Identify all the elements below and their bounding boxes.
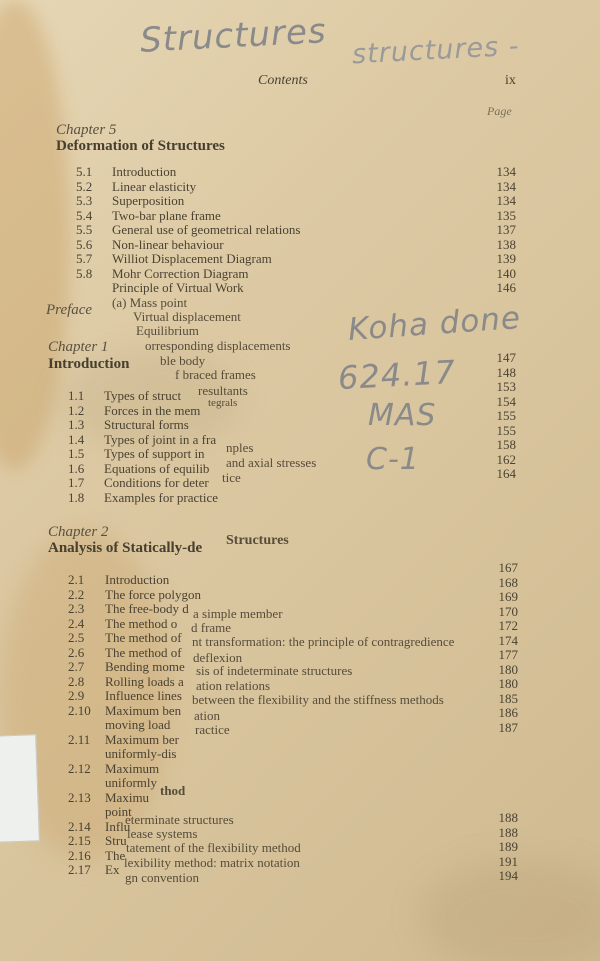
page-number-cell: 188 xyxy=(498,810,518,825)
chapter-2-title: Analysis of Statically-de xyxy=(48,540,203,556)
toc-entry-title: General use of geometrical relations xyxy=(112,222,301,237)
toc-entry-title: Conditions for deter xyxy=(104,475,209,490)
toc-entry-number: 1.3 xyxy=(68,417,85,432)
contents-heading: Contents xyxy=(258,73,308,88)
overlay-fragment: resultants xyxy=(198,383,248,398)
page-number-cell: 187 xyxy=(498,719,518,735)
page-number: ix xyxy=(505,73,516,88)
toc-entry-title: Two-bar plane frame xyxy=(112,207,221,223)
overlay-fragment: nt transformation: the principle of contragredience xyxy=(192,634,455,649)
page-number-cell: 185 xyxy=(498,690,518,706)
toc-entry-title: Williot Displacement Diagram xyxy=(112,251,272,266)
page-number-cell: 174 xyxy=(498,632,518,648)
toc-entry-title: uniformly xyxy=(105,775,157,790)
toc-entry-title: Bending mome xyxy=(105,659,185,674)
toc-entry-number: 5.7 xyxy=(76,251,93,266)
handwritten-note-mas: MAS xyxy=(368,398,437,433)
toc-entry-number: 2.9 xyxy=(68,688,85,703)
overlay-fragment: orresponding displacements xyxy=(145,338,291,353)
toc-entry-number: 2.15 xyxy=(68,833,91,848)
page-number-cell: 170 xyxy=(498,603,518,619)
overlay-fragment: eterminate structures xyxy=(125,812,234,827)
toc-entry-number: 1.8 xyxy=(68,489,85,505)
page-number-cell: 168 xyxy=(498,574,518,590)
overlay-fragment: Virtual displacement xyxy=(133,309,241,324)
toc-entry-number: 2.4 xyxy=(68,615,85,631)
page-number-cell: 153 xyxy=(496,379,516,394)
toc-entry-number: 1.4 xyxy=(68,431,85,447)
toc-entry-page: 134 xyxy=(496,178,516,194)
chapter-5-label: Chapter 5 xyxy=(56,122,117,138)
toc-entry-title: The force polygon xyxy=(105,586,202,602)
toc-entry-title: point xyxy=(105,804,132,819)
toc-entry-title: Types of struct xyxy=(104,388,182,403)
toc-entry-number: 5.5 xyxy=(76,222,93,237)
toc-entry-title: The xyxy=(105,847,126,863)
page-column-label: Page xyxy=(487,104,512,118)
overlay-fragment: lease systems xyxy=(127,826,198,841)
overlay-fragment: (a) Mass point xyxy=(112,295,188,310)
toc-entry-number: 2.1 xyxy=(68,572,85,587)
overlay-fragment: and axial stresses xyxy=(226,455,317,470)
overlay-fragment: tice xyxy=(222,470,241,485)
toc-entry-number: 2.12 xyxy=(68,760,91,776)
handwritten-title: Structures xyxy=(139,11,328,61)
toc-entry-page: 139 xyxy=(496,251,516,266)
toc-entry-title: Introduction xyxy=(112,164,177,179)
toc-entry-title: Ex xyxy=(105,862,120,877)
toc-entry-number: 2.13 xyxy=(68,789,91,805)
page-number-cell: 164 xyxy=(496,466,516,481)
page-number-cell: 154 xyxy=(496,393,516,409)
overlay-fragment: gn convention xyxy=(125,870,200,885)
overlay-fragment: ble body xyxy=(160,353,206,368)
toc-entry-page: 140 xyxy=(496,265,516,281)
page-number-cell: 189 xyxy=(498,839,518,854)
toc-entry-page: 135 xyxy=(496,207,516,223)
toc-entry-title: Types of joint in a fra xyxy=(104,431,217,447)
toc-entry-number: 2.14 xyxy=(68,818,91,834)
chapter-1-title: Introduction xyxy=(48,356,130,372)
handwritten-title-2: structures - xyxy=(351,30,521,71)
toc-entry-number: 2.5 xyxy=(68,630,85,645)
overlay-fragment: tatement of the flexibility method xyxy=(126,840,301,855)
toc-entry-number: 1.6 xyxy=(68,460,85,476)
page-number-cell: 147 xyxy=(496,350,516,365)
toc-entry-title: uniformly-dis xyxy=(105,746,177,761)
toc-entry-page: 134 xyxy=(496,193,516,208)
toc-entry-title: Examples for practice xyxy=(104,489,219,505)
page-number-cell: 167 xyxy=(498,560,518,575)
toc-entry-title: Maximum ben xyxy=(105,702,182,718)
toc-entry-title: Stru xyxy=(105,833,127,848)
page-number-cell: 180 xyxy=(498,676,518,691)
overlay-fragment: ractice xyxy=(195,722,230,737)
overlay-fragment: Structures xyxy=(226,533,289,548)
toc-entry-title: Maximum xyxy=(105,760,160,776)
overlay-fragment: thod xyxy=(160,783,186,798)
toc-entry-page: 146 xyxy=(496,280,516,295)
paper-stain xyxy=(0,0,70,470)
page-number-cell: 172 xyxy=(498,618,518,633)
toc-entry-title: Influence lines xyxy=(105,688,182,703)
overlay-fragment: tegrals xyxy=(208,397,238,409)
toc-entry-number: 2.2 xyxy=(68,586,85,602)
toc-entry-number: 5.2 xyxy=(76,178,93,194)
toc-entry-title: Mohr Correction Diagram xyxy=(112,265,249,281)
page-number-cell: 186 xyxy=(498,705,518,720)
toc-entry-title: Influ xyxy=(105,818,131,834)
toc-entry-number: 1.7 xyxy=(68,475,85,490)
page-number-cell: 155 xyxy=(496,422,516,438)
toc-entry-title: Maximum ber xyxy=(105,731,180,747)
toc-entry-title: The method of xyxy=(105,644,182,660)
toc-entry-title: Forces in the mem xyxy=(104,402,201,418)
page-number-cell: 169 xyxy=(498,589,518,604)
toc-entry-number: 2.16 xyxy=(68,847,91,863)
overlay-fragment: ation xyxy=(194,708,220,723)
toc-entry-title: Principle of Virtual Work xyxy=(112,280,244,295)
handwritten-note-call-number: 624.17 xyxy=(337,352,457,398)
page-number-cell: 148 xyxy=(496,364,516,380)
tape-strip xyxy=(0,734,40,842)
toc-entry-number: 5.4 xyxy=(76,207,93,223)
toc-entry-title: Structural forms xyxy=(104,417,189,432)
overlay-fragment: d frame xyxy=(191,620,232,635)
page-number-cell: 191 xyxy=(498,853,518,869)
overlay-fragment: nples xyxy=(226,440,254,455)
toc-entry-title: Types of support in xyxy=(104,446,205,461)
toc-entry-title: The method of xyxy=(105,630,182,645)
toc-entry-title: The method o xyxy=(105,615,178,631)
page-number-cell: 194 xyxy=(498,868,518,883)
toc-entry-title: Maximu xyxy=(105,789,150,805)
toc-entry-number: 5.6 xyxy=(76,236,93,252)
toc-entry-number: 2.10 xyxy=(68,702,91,718)
handwritten-note-copy: C-1 xyxy=(366,442,420,477)
toc-entry-number: 2.11 xyxy=(68,731,91,747)
page-number-cell: 158 xyxy=(496,437,516,452)
toc-entry-number: 1.5 xyxy=(68,446,85,461)
chapter-1-label: Chapter 1 xyxy=(48,339,109,355)
overlay-fragment: between the flexibility and the stiffness methods xyxy=(192,692,444,707)
toc-entry-number: 1.1 xyxy=(68,388,85,403)
toc-entry-title: Superposition xyxy=(112,193,185,208)
overlay-fragment: sis of indeterminate structures xyxy=(196,663,353,678)
page-number-cell: 188 xyxy=(498,824,518,840)
toc-entry-page: 138 xyxy=(496,236,516,252)
toc-entry-title: Linear elasticity xyxy=(112,178,197,194)
overlay-fragment: ation relations xyxy=(196,678,271,693)
page-number-cell: 162 xyxy=(496,451,516,467)
chapter-2-label: Chapter 2 xyxy=(48,524,109,540)
toc-entry-number: 1.2 xyxy=(68,402,85,418)
toc-entry-number: 2.6 xyxy=(68,644,85,660)
toc-entry-page: 137 xyxy=(496,222,516,237)
overlay-fragment: a simple member xyxy=(193,606,283,621)
toc-entry-number: 5.8 xyxy=(76,265,93,281)
toc-entry-title: Introduction xyxy=(105,572,170,587)
toc-entry-page: 134 xyxy=(496,164,516,179)
toc-entry-title: The free-body d xyxy=(105,601,189,616)
toc-entry-number: 2.7 xyxy=(68,659,85,674)
page-number-cell: 180 xyxy=(498,661,518,677)
page-number-cell: 155 xyxy=(496,408,516,423)
toc-entry-number: 2.3 xyxy=(68,601,85,616)
preface-label: Preface xyxy=(46,302,93,318)
toc-entry-title: moving load xyxy=(105,717,171,732)
toc-entry-number: 5.3 xyxy=(76,193,93,208)
overlay-fragment: Equilibrium xyxy=(136,323,199,338)
overlay-fragment: f braced frames xyxy=(175,367,256,382)
page-number-cell: 177 xyxy=(498,647,518,662)
toc-entry-number: 2.17 xyxy=(68,862,91,877)
toc-entry-number: 5.1 xyxy=(76,164,93,179)
overlay-fragment: lexibility method: matrix notation xyxy=(124,855,300,870)
toc-entry-number: 2.8 xyxy=(68,673,85,689)
handwritten-note-koha: Koha done xyxy=(346,300,523,348)
toc-entry-title: Non-linear behaviour xyxy=(112,236,224,252)
toc-entry-title: Rolling loads a xyxy=(105,673,184,689)
chapter-5-title: Deformation of Structures xyxy=(56,138,225,154)
overlay-fragment: deflexion xyxy=(193,650,243,665)
toc-entry-title: Equations of equilib xyxy=(104,460,210,476)
